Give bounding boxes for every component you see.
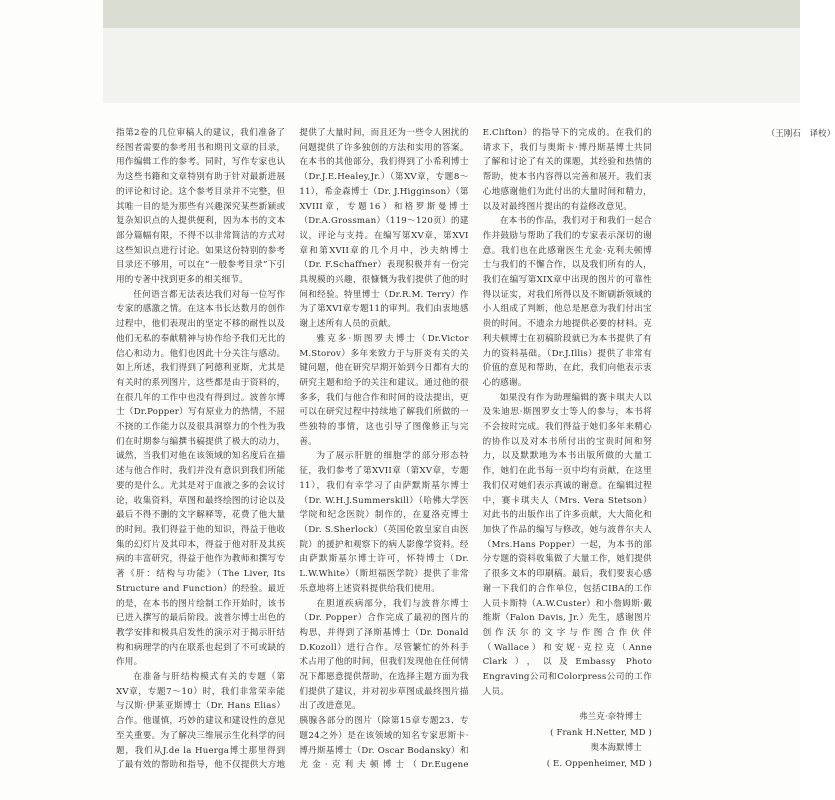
paragraph-7: 胰腺各部分的图片（除第15章专题23、专题24之外）是在该领域的知名专家思斯卡·博丹斯基博士（Dr. Oscar Bodansky）和尤金·克利夫顿博士（Dr.Eugene E.Clifton）的指导下的完成的。在我们的请求下，我们与奥斯卡·博丹斯基博士共同了解和讨论了有关的课题，其经验和热情的帮助，使本书内容得以完善和展开。我们衷心地感谢他们为此付出的大量时间和精力，以及对最终图片提出的有益修改意见。 xyxy=(299,128,652,771)
paragraph-1: 指第2卷的几位审稿人的建议，我们准备了经图者需要的参考用书和期刊文章的目录，用作编辑工作的参考。同时，写作专家也认为这些书籍和文章特别有助于针对最新进展的评论和讨论。这个参考目录并不完整，但其唯一目的是为那些有兴趣深究某些新颖或复杂知识点的人提供便利，因为本书的文本部分篇幅有限，不得不以非常简洁的方式对这些知识点进行讨论。如果这份特别的参考目录还不够用，可以在“一般参考目录”下引用的专著中找到更多的相关细节。 xyxy=(116,128,286,286)
translator-credit: （王刚石 译校） xyxy=(766,128,835,138)
paragraph-6: 在胆道疾病部分，我们与波普尔博士（Dr. Popper）合作完成了最初的图片的构思，并得到了泽斯基博士（Dr. Donald D.Kozoll）进行合作。尽管繁忙的外科手术占用了他的时间，但我们发现他在任何情况下都愿意提供帮助，在选择主题方面为我们提供了建议，并对初步草图成最终图片描出了改进意见。 xyxy=(299,598,469,712)
signature-name-2-cn: 奥本海默博士 xyxy=(590,742,642,753)
paragraph-5: 为了展示肝脏的细胞学的部分形态特征，我们参考了第XVII章（第XV章，专题11），我们有幸学习了由萨默斯基尔博士（Dr. W.H.J.Summerskill）（哈佛大学医学院和纪念医院）制作的，在夏洛克博士（Dr. S.Sherlock）（英国伦敦皇家自由医院）的援护和观察下的病人影像学资料。经由萨默斯基尔博士许可，怀特博士（Dr. L.W.White）（斯坦福医学院）提供了非常乐意地将上述资料提供给我们使用。 xyxy=(299,451,469,594)
signature-name-2-en: ( E. Oppenheimer, MD ) xyxy=(546,757,652,768)
header-band xyxy=(103,0,800,103)
signature-name-1-en: ( Frank H.Netter, MD ) xyxy=(550,726,652,737)
signature-name-1-cn: 弗兰克·奈特博士 xyxy=(579,711,642,722)
paragraph-9: 如果没有作为助理编辑的赛卡琪夫人以及朱迪思·斯图罗女士等人的参与，本书将不会按时完成。我们得益于她们多年来精心的协作以及对本书所付出的宝贵时间和努力，以及默默地为本书出版所做的大量工作，她们在此书每一页中均有贡献，在这里我们仅对她们表示真诚的谢意。在编辑过程中，赛卡琪夫人（Mrs. Vera Stetson）对此书的出版作出了许多贡献，大大简化和加快了作品的编写与修改，她与波普尔夫人（Mrs.Hans Popper）一起，为本书的部分专题的资料收集做了大量工作，她们提供了很多文本的印刷稿。最后，我们要衷心感谢一下我们的合作单位，包括CIBA的工作人员卡斯特（A.W.Custer）和小詹姆斯·戴维斯（Falon Davis, Jr.）先生，感谢图片创作沃尔的文字与作图合作伙伴（Wallace）和安妮·克拉克（Anne Clark），以及Embassy Photo Engraving公司和Colorpress公司的工作人员。 xyxy=(482,392,652,697)
paragraph-2: 任何语言都无法表达我们对每一位写作专家的感激之情。在这本书长达数月的创作过程中，他们表现出的坚定不移的耐性以及他们无私的奉献精神与协作给予我们无比的信心和动力。他们也因此十分关注与感动。如上所述，我们得到了阿德利亚斯，尤其是有关时的系列图片，这些都是由于资料的，在很几年的工作中也没有得到过。波普尔博士（Dr.Popper）写有原业力的热情，不屈不挠的工作能力以及很具洞察力的个性为我们在时期参与编撰书稿提供了极大的动力，诚然，当我们对他在该领域的知名度后在描述与他合作时，我们并没有意识到我们所能要的是什么。尤其是对于血液之多的会议讨论，收集资料，草图和最终绘图的讨论以及最后不得不删的文字解释等，花费了他大量的时间。我们得益于他的知识，得益于他收集的幻灯片及其印本，得益于他对肝及其疾病的丰富研究，得益于他作为教师和撰写专著《肝：结构与功能》（The Liver, Its Structure and Function）的经验。最近的是，在本书的图片绘制工作开始时，该书已进入撰写的最后阶段。波普尔博士出色的教学安排和极具启发性的演示对于揭示肝结构和病理学的内在联系也起到了不可或缺的作用。 xyxy=(116,289,286,668)
header-strip xyxy=(103,0,800,28)
body-text xyxy=(116,126,835,786)
paragraph-3: 在准备与肝结构模式有关的专题（第XV章，专题7～10）时，我们非常荣幸能与汉斯·伊莱亚斯博士（Dr. Hans Elias）合作。他谨慎，巧妙的建议和建设性的意见至关重要。为了解决三维展示生化科学的问题，我们从J.de la Huerga博士那里得到了最有效的帮助和指导，他不仅提供大方地提供了大量时间，而且还为一些令人困扰的问题提供了许多独创的方法和实用的答案。在本书的其他部分，我们得到了小希利博士（Dr.J.E.Healey,Jr.）（第XV章，专题8～11），希金森博士（Dr. J.Higginson）（第XVIII章，专题16）和格罗斯曼博士（Dr.A.Grossman）（119～120页）的建议，评论与支持。在编写第XV章，第XVI章和第XVII章的几个月中，沙夫纳博士（Dr. F.Schaffner）表现积极并有一份完具规模的兴趣，很慷慨为我们提供了他的时间和经验。特里博士（Dr.R.M. Terry）作为了第XVI章专题11的审判。我们由衷地感谢上述所有人员的贡献。 xyxy=(116,128,469,771)
paragraph-4: 雅克多·斯图罗夫博士（Dr.Victor M.Storov）多年来致力于与肝炎有关的关键问题，他在研究早期开始到今日都有大的研究主题和给予的关注和建议。通过他的很多多，我们与他合作和时间的设法提出，更可以在研究过程中持续地了解我们所做的一些独特的事情，这也引导了图像修正与完善。 xyxy=(299,333,469,447)
paragraph-8: 在本书的作品，我们对于和我们一起合作并鼓励与帮助了我们的专家表示深切的谢意。我们也在此感谢医生尤金·克利夫顿博士与我们的不懈合作，以及我们所有的人，我们在编写第XIX章中出现的图片的可靠性得以证实，对我们所得以及不断刷新领域的小人组成了判断，他总是愿意为我们付出宝贵的时间。不遗余力地提供必要的材料。克利夫顿博士在初稿阶段就已为本书提供了有力的资料基础。（Dr.J.Illis）提供了非常有价值的意见和帮助，在此，我们向他表示衷心的感谢。 xyxy=(482,216,652,388)
